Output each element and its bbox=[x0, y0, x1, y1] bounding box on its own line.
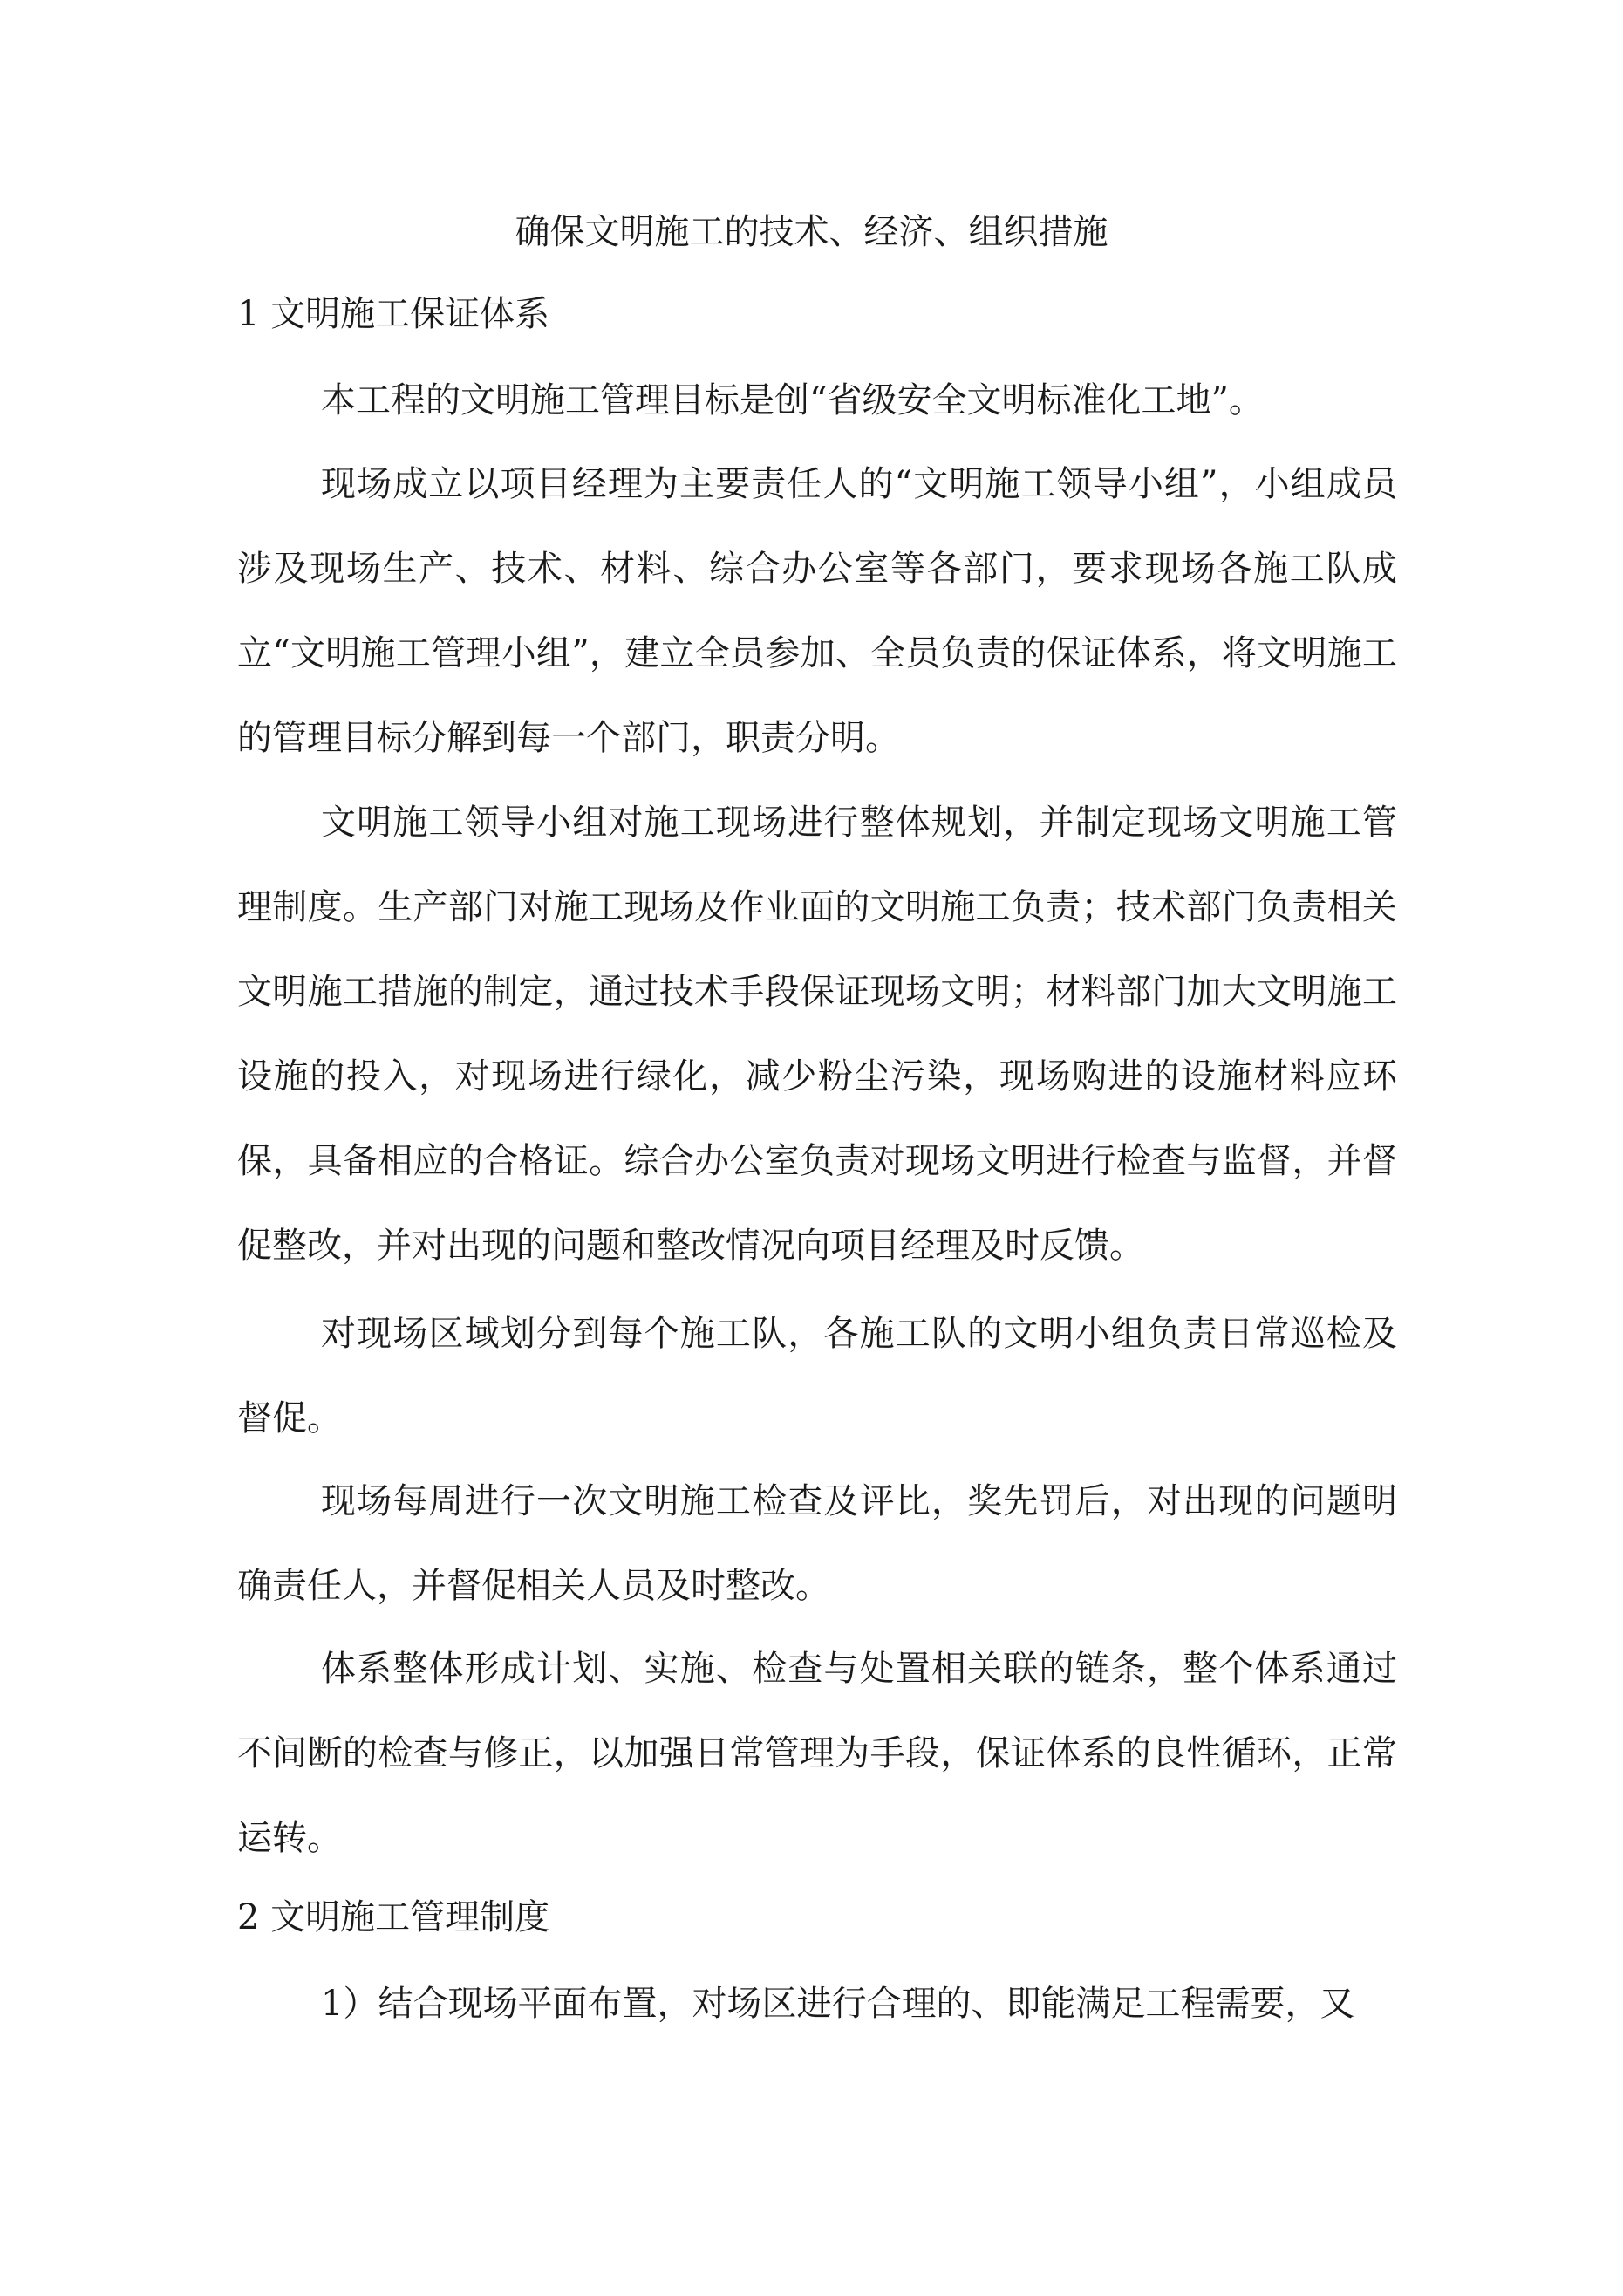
paragraph-department-duties: 文明施工领导小组对施工现场进行整体规划，并制定现场文明施工管理制度。生产部门对施工现场及作业面的文明施工负责；技术部门负责相关文明施工措施的制定，通过技术手段保证现场文明；材料部门加大文明施工设施的投入，对现场进行绿化，减少粉尘污染，现场购进的设施材料应环保，具备相应的合格证。综合办公室负责对现场文明进行检查与监督，并督促整改，并对出现的问题和整改情况向项目经理及时反馈。 bbox=[237, 803, 1397, 1266]
paragraph-management-goal: 本工程的文明施工管理目标是创“省级安全文明标准化工地”。 bbox=[321, 380, 1264, 420]
paragraph-weekly-inspection: 现场每周进行一次文明施工检查及评比，奖先罚后，对出现的问题明确责任人，并督促相关人员及时整改。 bbox=[237, 1481, 1397, 1606]
paragraph-system-cycle: 体系整体形成计划、实施、检查与处置相关联的链条，整个体系通过不间断的检查与修正，以加强日常管理为手段，保证体系的良性循环，正常运转。 bbox=[237, 1649, 1397, 1858]
document-title: 确保文明施工的技术、经济、组织措施 bbox=[515, 212, 1108, 252]
paragraph-site-layout: 1）结合现场平面布置，对场区进行合理的、即能满足工程需要，又 bbox=[321, 1984, 1355, 2024]
section-heading-2: 2 文明施工管理制度 bbox=[237, 1897, 550, 1937]
section-heading-1: 1 文明施工保证体系 bbox=[237, 294, 550, 334]
paragraph-leadership-group: 现场成立以项目经理为主要责任人的“文明施工领导小组”，小组成员涉及现场生产、技术、材料、综合办公室等各部门，要求现场各施工队成立“文明施工管理小组”，建立全员参加、全员负责的保证体系，将文明施工的管理目标分解到每一个部门，职责分明。 bbox=[237, 464, 1397, 758]
paragraph-area-division: 对现场区域划分到每个施工队，各施工队的文明小组负责日常巡检及督促。 bbox=[237, 1314, 1397, 1438]
